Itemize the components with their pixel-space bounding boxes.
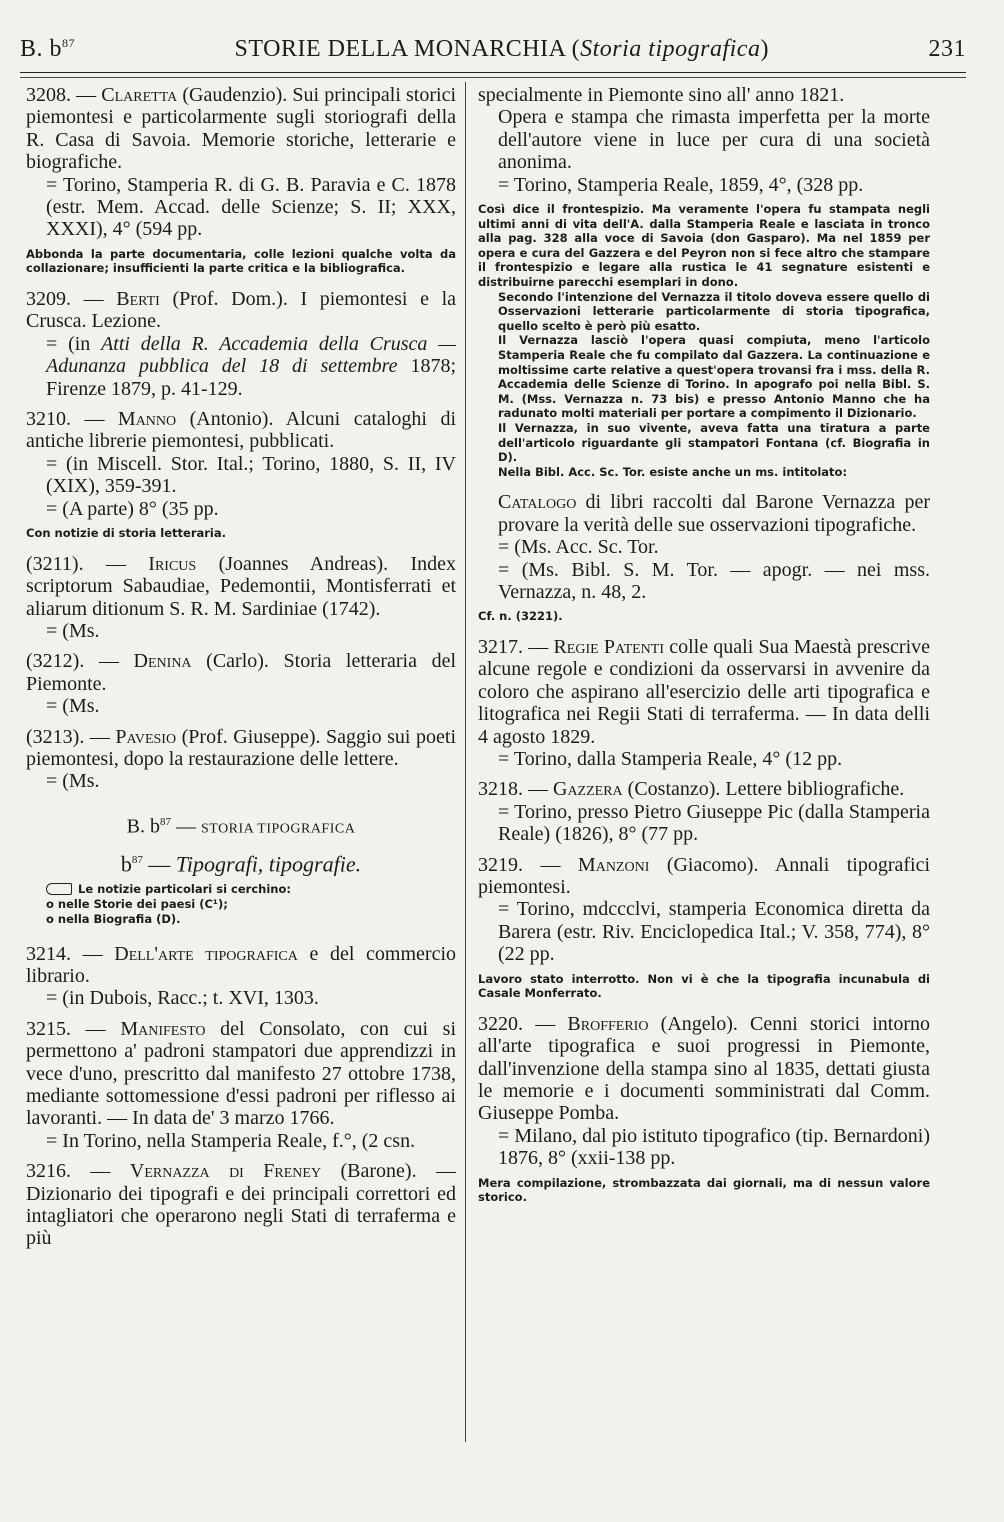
entry-3216-continued: specialmente in Piemonte sino all' anno 1821. Opera e stampa che rimasta imperfetta per la morte dell'autore viene in luce per cura di una società anonima. = Torino, Stamperia Reale, 1859, 4°, (328 pp. Così dice il frontespizio. Ma veramente l'opera fu stampata negli ultimi anni di vita dell'A. dalla Stamperia Reale e lasciata in tronco alla pag. 328 alla voce di Savoia (don Gasparo). Ma nel 1859 per opera e cura del Gazzera e del Peyron non si fece altro che stampare il frontespizio e legare alla rustica le 41 segnature esistenti e distribuirne parecchi esemplari in dono. Secondo l'intenzione del Vernazza il titolo doveva essere quello di Osservazioni letterarie particolarmente di storia tipografica, quello scelto è però più esatto. Il Vernazza lasciò l'opera quasi compiuta, meno l'articolo Stamperia Reale che fu compilato dal Gazzera. La continuazione e moltissime carte relative a quest'opera trovansi fra i mss. della R. Accademia delle Scienze di Torino. In apografo poi nella Bibl. S. M. (Mss. Vernazza n. 73 bis) e presso Antonio Manno che ha radunato molti materiali per portare a compimento il Dizionario. Il Vernazza, in suo vivente, aveva fatta una tiratura a parte dell'articolo riguardante gli stampatori Fontana (cf. Biografia in D). Nella Bibl. Acc. Sc. Tor. esiste anche un ms. intitolato: [478,84,930,479]
column-divider [465,82,466,1442]
section-heading: B. $b^{87}$ — STORIA TIPOGRAFICA [126,815,356,838]
page-number: 231 [928,35,966,62]
entry-3211: (3211). — Iricus (Joannes Andreas). Index scriptorum Sabaudiae, Pedemontii, Montisferrati et aliarum ditionum S. R. M. Sardiniae (1742). = (Ms. [26,552,456,642]
entry-catalogo: Catalogo di libri raccolti dal Barone Vernazza per provare la verità delle sue osservazioni tipografiche. = (Ms. Acc. Sc. Tor. = (Ms. Bibl. S. M. Tor. — apogr. — nei mss. Vernazza, n. 48, 2. Cf. n. (3221). [478,491,930,624]
header-rule [20,72,966,73]
entry-3208: 3208. — Claretta (Gaudenzio). Sui principali storici piemontesi e particolarmente sugli storiografi della R. Casa di Savoia. Memorie storiche, letterarie e biografiche. = Torino, Stamperia R. di G. B. Paravia e C. 1878 (estr. Mem. Accad. delle Scienze; S. II; XXX, XXXI), 4° (594 pp. Abbonda la parte documentaria, colle lezioni qualche volta da collazionare; insufficienti la parte critica e la bibliografica. [26,84,456,276]
entry-3216: 3216. — Vernazza di Freney (Barone). — Dizionario dei tipografi e dei principali correttori ed intagliatori che operarono negli Stati di terraferma e più [26,1160,456,1250]
entry-3213: (3213). — Pavesio (Prof. Giuseppe). Saggio sui poeti piemontesi, dopo la restaurazione delle lettere. = (Ms. [26,725,456,793]
entry-note: Lavoro stato interrotto. Non vi è che la tipografia incunabula di Casale Monferrato. [478,971,930,1001]
left-column [26,84,456,1482]
subsection-title: $b^{87}$ — Tipografi, tipografie. [120,851,362,877]
entry-note: Con notizie di storia letteraria. [26,526,227,541]
running-header [20,28,966,70]
entry-3214: 3214. — Dell'arte tipografica e del commercio librario. = (in Dubois, Racc.; t. XVI, 1303. [26,942,456,1010]
entry-3210: 3210. — Manno (Antonio). Alcuni cataloghi di antiche librerie piemontesi, pubblicati. = (in Miscell. Stor. Ital.; Torino, 1880, S. II, IV (XIX), 359-391. = (A parte) 8° (35 pp. Con notizie di storia letteraria. [26,408,456,541]
header-title: STORIE DELLA MONARCHIA (Storia tipografica) [234,35,769,62]
entry-3209: 3209. — Berti (Prof. Dom.). I piemontesi e la Crusca. Lezione. = (in Atti della R. Accademia della Crusca — Adunanza pubblica del 18 di settembre 1878; Firenze 1879, p. 41-129. [26,288,456,400]
entry-note: Cf. n. (3221). [478,609,563,624]
entry-3217: 3217. — Regie Patenti colle quali Sua Maestà prescrive alcune regole e condizioni da osservarsi in avvenire da coloro che aspirano all'esercizio delle arti tipografica e litografica nei Regii Stati di terraferma. — In data delli 4 agosto 1829. = Torino, dalla Stamperia Reale, 4° (12 pp. [478,635,930,770]
right-column [478,84,930,1482]
entry-3215: 3215. — Manifesto del Consolato, con cui si permettono a' padroni stampatori due apprendizzi in vece d'uno, prescritto dal manifesto 27 ottobre 1738, mediante sottomessione d'essi padroni per riflesso ai lavoranti. — In data de' 3 marzo 1766. = In Torino, nella Stamperia Reale, f.°, (2 csn. [26,1017,456,1152]
entry-3219: 3219. — Manzoni (Giacomo). Annali tipografici piemontesi. = Torino, mdccclvi, stamperia Economica diretta da Barera (estr. Riv. Enciclopedica Ital.; V. 358, 774), 8° (22 pp. Lavoro stato interrotto. Non vi è che la tipografia incunabula di Casale Monferrato. [478,853,930,1001]
entry-3220: 3220. — Brofferio (Angelo). Cenni storici intorno all'arte tipografica e suoi progressi in Piemonte, dall'invenzione della stampa sino al 1835, dettati giusta le memorie e i documenti somministrati dal Comm. Giuseppe Pomba. = Milano, dal pio istituto tipografico (tip. Bernardoni) 1876, 8° (xxii-138 pp. Mera compilazione, strombazzata dai giornali, ma di nessun valore storico. [478,1012,930,1205]
header-section-code: B. $b^{87}$ [20,35,76,62]
cross-reference-legend: Le notizie particolari si cerchino: o nelle Storie dei paesi (C¹); o nella Biografia (D). [46,881,291,926]
entry-3218: 3218. — Gazzera (Costanzo). Lettere bibliografiche. = Torino, presso Pietro Giuseppe Pic (dalla Stamperia Reale) (1826), 8° (77 pp. [478,778,930,846]
header-rule-thin [20,77,966,78]
entry-note: Così dice il frontespizio. Ma veramente l'opera fu stampata negli ultimi anni di vita dell'A. dalla Stamperia Reale e lasciata in tronco alla pag. 328 alla voce di Savoia (don Gasparo). Ma nel 1859 per opera e cura del Gazzera e del Peyron non si fece altro che stampare il frontespizio e legare alla rustica le 41 segnature esistenti e distribuirne parecchi esemplari in dono. Secondo l'intenzione del Vernazza il titolo doveva essere quello di Osservazioni letterarie particolarmente di storia tipografica, quello scelto è però più esatto. Il Vernazza lasciò l'opera quasi compiuta, meno l'articolo Stamperia Reale che fu compilato dal Gazzera. La continuazione e moltissime carte relative a quest'opera trovansi fra i mss. della R. Accademia delle Scienze di Torino. In apografo poi nella Bibl. S. M. (Mss. Vernazza n. 73 bis) e presso Antonio Manno che ha radunato molti materiali per portare a compimento il Dizionario. Il Vernazza, in suo vivente, aveva fatta una tiratura a parte dell'articolo riguardante gli stampatori Fontana (cf. Biografia in D). Nella Bibl. Acc. Sc. Tor. esiste anche un ms. intitolato: [478,202,930,479]
pointing-hand-icon [46,883,72,895]
entry-note: Abbonda la parte documentaria, colle lezioni qualche volta da collazionare; insufficienti la parte critica e la bibliografica. [26,246,456,276]
entry-3212: (3212). — Denina (Carlo). Storia letteraria del Piemonte. = (Ms. [26,650,456,718]
entry-note: Mera compilazione, strombazzata dai giornali, ma di nessun valore storico. [478,1175,930,1205]
